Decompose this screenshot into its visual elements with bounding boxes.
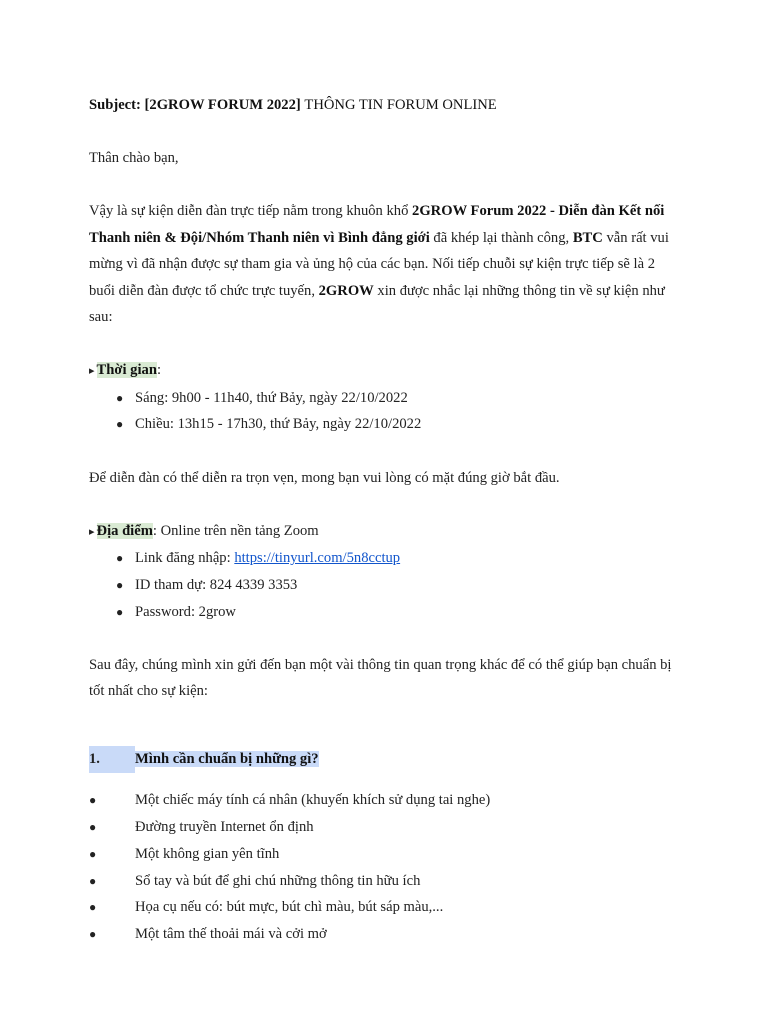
list-item <box>89 841 684 868</box>
triangle-icon: ▸ <box>89 365 95 377</box>
list-item <box>89 599 684 626</box>
location-text: : Online trên nền tảng Zoom <box>152 522 319 539</box>
list-item <box>89 385 684 412</box>
time-colon: : <box>156 362 161 378</box>
list-item <box>89 868 684 895</box>
bullet-icon: ● <box>116 551 124 566</box>
section-number: 1. <box>89 746 135 773</box>
time-morning: Sáng: 9h00 - 11h40, thứ Bảy, ngày 22/10/2022 <box>135 389 408 406</box>
location-heading <box>89 518 684 546</box>
prepare-item: Một tâm thế thoải mái và cởi mở <box>135 926 327 943</box>
list-item <box>89 921 684 948</box>
section-1-heading <box>89 746 684 773</box>
prepare-item: Họa cụ nếu có: bút mực, bút chì màu, bút sáp màu,... <box>135 899 444 916</box>
prepare-list <box>89 787 684 948</box>
prepare-item: Đường truyền Internet ổn định <box>135 818 314 835</box>
intro-text-4: xin được nhắc lại những thông tin về sự kiện như sau: <box>89 282 665 325</box>
email-subject <box>89 92 684 119</box>
zoom-link[interactable]: https://tinyurl.com/5n8cctup <box>234 550 401 567</box>
section-title: Mình cần chuẩn bị những gì? <box>135 751 319 768</box>
time-afternoon: Chiều: 13h15 - 17h30, thứ Bảy, ngày 22/10/2022 <box>135 416 422 433</box>
meeting-password: Password: 2grow <box>135 603 236 620</box>
bullet-icon: ● <box>89 873 97 888</box>
punctual-note: Để diễn đàn có thể diễn ra trọn vẹn, mong bạn vui lòng có mặt đúng giờ bắt đầu. <box>89 469 560 486</box>
triangle-icon: ▸ <box>89 525 95 538</box>
bullet-icon: ● <box>89 927 97 942</box>
bullet-icon: ● <box>89 793 97 808</box>
greeting: Thân chào bạn, <box>89 150 179 166</box>
followup-paragraph: Sau đây, chúng mình xin gửi đến bạn một vài thông tin quan trọng khác để có thể giúp bạn chuẩn bị tốt nhất cho sự kiện: <box>89 656 672 700</box>
link-prefix: Link đăng nhập: <box>135 550 235 567</box>
list-item <box>89 411 684 438</box>
document-page <box>89 92 684 948</box>
intro-paragraph <box>89 198 684 331</box>
prepare-item: Một không gian yên tĩnh <box>135 845 280 862</box>
time-label: Thời gian <box>96 362 157 378</box>
bullet-icon: ● <box>116 417 124 432</box>
subject-label: Subject: <box>89 97 141 113</box>
intro-forum-name: 2GROW Forum 2022 - Diễn đàn Kết nối Thanh niên & Đội/Nhóm Thanh niên vì Bình đẳng giới <box>89 203 665 246</box>
list-item <box>89 814 684 841</box>
intro-btc: BTC <box>572 229 603 246</box>
prepare-item: Một chiếc máy tính cá nhân (khuyến khích sử dụng tai nghe) <box>135 792 491 809</box>
intro-2grow: 2GROW <box>318 282 374 299</box>
intro-text-2: đã khép lại thành công, <box>429 229 573 246</box>
time-heading <box>89 357 684 385</box>
subject-tag: [2GROW FORUM 2022] <box>144 97 301 113</box>
list-item <box>89 572 684 599</box>
time-list <box>89 385 684 439</box>
location-list <box>89 545 684 625</box>
bullet-icon: ● <box>116 577 124 592</box>
intro-text-1: Vậy là sự kiện diễn đàn trực tiếp nằm trong khuôn khổ <box>89 203 413 219</box>
subject-title: THÔNG TIN FORUM ONLINE <box>304 97 497 113</box>
bullet-icon: ● <box>116 390 124 405</box>
list-item <box>89 787 684 814</box>
bullet-icon: ● <box>89 846 97 861</box>
bullet-icon: ● <box>89 819 97 834</box>
intro-text-3: vẫn rất vui mừng vì đã nhận được sự tham gia và ủng hộ của các bạn. Nối tiếp chuỗi sự kiện trực tiếp sẽ là 2 buổi diễn đàn được tổ chức trực tuyến, <box>89 229 669 299</box>
list-item <box>89 894 684 921</box>
location-label: Địa điểm <box>96 522 153 539</box>
bullet-icon: ● <box>116 604 124 619</box>
bullet-icon: ● <box>89 900 97 915</box>
list-item <box>89 545 684 572</box>
prepare-item: Sổ tay và bút để ghi chú những thông tin hữu ích <box>135 872 421 889</box>
meeting-id: ID tham dự: 824 4339 3353 <box>135 576 298 593</box>
